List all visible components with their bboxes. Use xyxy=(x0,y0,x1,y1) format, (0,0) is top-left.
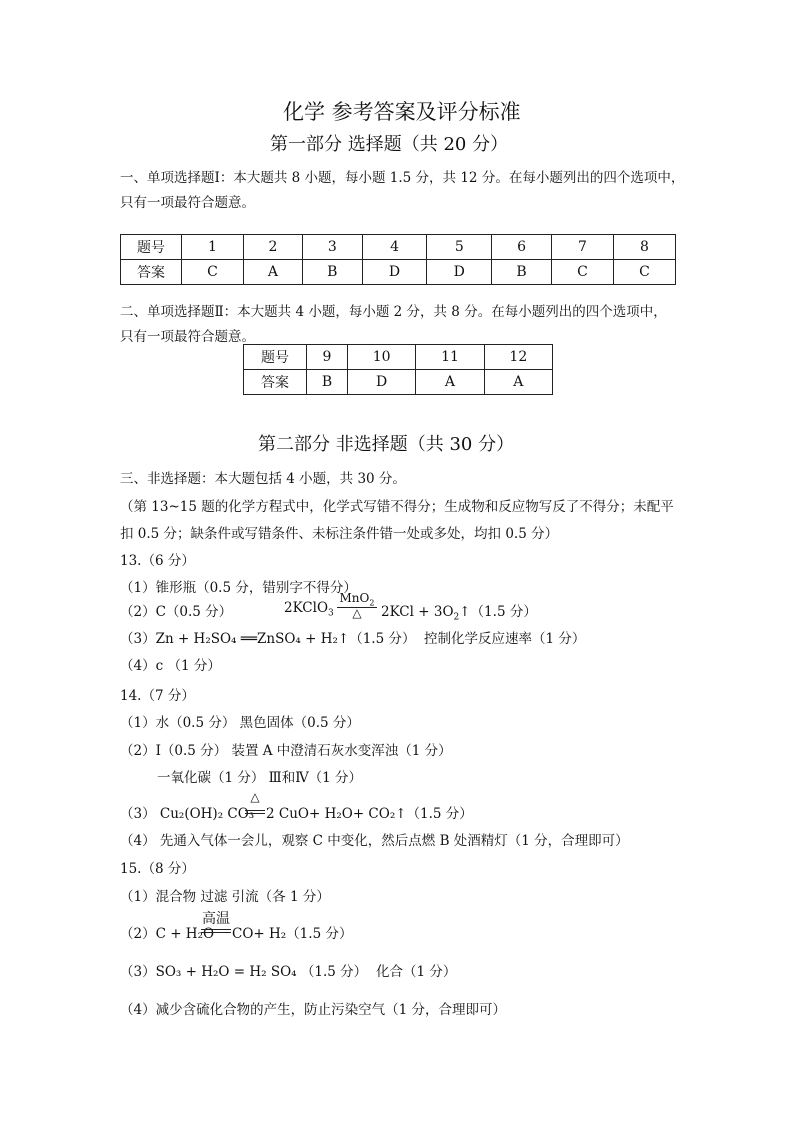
answer-cell: D xyxy=(427,260,492,285)
section1-instructions-line1: 一、单项选择题Ⅰ：本大题共 8 小题，每小题 1.5 分，共 12 分。在每小题列出的四个选项中， xyxy=(120,170,685,186)
answer-cell: B xyxy=(307,370,348,395)
answer-cell: C xyxy=(182,260,244,285)
equals-double-line xyxy=(245,810,265,814)
heat-symbol-icon: △ xyxy=(352,606,362,620)
doc-title: 化学 参考答案及评分标准 xyxy=(283,100,521,124)
q15-answer-3: （3）SO₃ + H₂O = H₂ SO₄ （1.5 分） xyxy=(120,964,368,980)
table-row-numbers xyxy=(121,235,676,260)
q13-answer-3-rate: 控制化学反应速率（1 分） xyxy=(424,631,586,647)
answer-cell: A xyxy=(416,370,484,395)
answer-cell: A xyxy=(484,370,552,395)
catalyst-subscript: 2 xyxy=(369,598,375,608)
part2-intro: 三、非选择题：本大题包括 4 小题，共 30 分。 xyxy=(120,471,406,487)
q13-answer-4: （4）c （1 分） xyxy=(120,658,221,674)
answer-cell: B xyxy=(492,260,552,285)
equation-reactant xyxy=(284,600,334,619)
question-number: 8 xyxy=(613,235,675,260)
section1-instructions-line2: 只有一项最符合题意。 xyxy=(120,195,255,211)
part2-note-line1: （第 13~15 题的化学方程式中，化学式写错不得分；生成物和反应物写反了不得分；未配平 xyxy=(120,499,674,515)
question-number: 2 xyxy=(244,235,303,260)
part2-title: 第二部分 非选择题（共 30 分） xyxy=(258,434,515,455)
question-number: 9 xyxy=(307,345,348,370)
section1-answer-table xyxy=(120,234,676,285)
equation-reactant: （2）C + H₂O xyxy=(120,926,215,942)
section2-instructions-line2: 只有一项最符合题意。 xyxy=(120,329,255,345)
equation-product xyxy=(381,600,537,623)
q15-heading: 15.（8 分） xyxy=(120,861,195,877)
answer-cell: D xyxy=(362,260,427,285)
q13-answer-2: （2）C（0.5 分） xyxy=(120,604,233,620)
q14-heading: 14.（7 分） xyxy=(120,688,195,704)
table-row-numbers xyxy=(244,345,553,370)
condition-catalyst xyxy=(336,591,378,607)
part1-title: 第一部分 选择题（共 20 分） xyxy=(270,134,509,155)
q14-answer-2b: 一氧化碳（1 分） Ⅲ和Ⅳ（1 分） xyxy=(157,770,363,786)
question-number: 12 xyxy=(484,345,552,370)
equation-reactant: （3） Cu₂(OH)₂ CO₃ xyxy=(120,806,255,822)
question-number: 10 xyxy=(348,345,416,370)
row-label-number: 题号 xyxy=(121,235,182,260)
answer-cell: A xyxy=(244,260,303,285)
q15-answer-1: （1）混合物 过滤 引流（各 1 分） xyxy=(120,889,330,905)
table-row-answers xyxy=(244,370,553,395)
q13-heading: 13.（6 分） xyxy=(120,553,195,569)
q14-answer-2: （2）Ⅰ（0.5 分） 装置 A 中澄清石灰水变浑浊（1 分） xyxy=(120,743,452,759)
equation-product: CO+ H₂（1.5 分） xyxy=(232,926,353,942)
question-number: 3 xyxy=(302,235,362,260)
question-number: 7 xyxy=(551,235,613,260)
row-label-answer: 答案 xyxy=(244,370,307,395)
equation-product: 2 CuO+ H₂O+ CO₂↑（1.5 分） xyxy=(266,806,473,822)
formula-subscript: 3 xyxy=(328,608,334,619)
formula-score: ↑（1.5 分） xyxy=(459,604,537,620)
question-number: 5 xyxy=(427,235,492,260)
row-label-number: 题号 xyxy=(244,345,307,370)
catalyst-text: MnO xyxy=(339,591,370,605)
answer-cell: D xyxy=(348,370,416,395)
table-row-answers xyxy=(121,260,676,285)
row-label-answer: 答案 xyxy=(121,260,182,285)
q15-answer-4: （4）减少含硫化合物的产生，防止污染空气（1 分，合理即可） xyxy=(120,1002,506,1018)
question-number: 6 xyxy=(492,235,552,260)
section2-instructions-line1: 二、单项选择题Ⅱ：本大题共 4 小题，每小题 2 分，共 8 分。在每小题列出的四个选项中， xyxy=(120,304,667,320)
formula-text: 2KClO xyxy=(284,600,329,616)
section2-answer-table xyxy=(243,344,553,395)
part2-note-line2: 扣 0.5 分；缺条件或写错条件、未标注条件错一处或多处，均扣 0.5 分） xyxy=(120,526,559,542)
question-number: 1 xyxy=(182,235,244,260)
question-number: 4 xyxy=(362,235,427,260)
q13-answer-1: （1）锥形瓶（0.5 分，错别字不得分） xyxy=(120,580,357,596)
answer-cell: C xyxy=(613,260,675,285)
q14-answer-4: （4） 先通入气体一会儿，观察 C 中变化，然后点燃 B 处酒精灯（1 分，合理即可） xyxy=(120,833,629,849)
equals-double-line xyxy=(201,929,231,933)
question-number: 11 xyxy=(416,345,484,370)
q13-answer-3-equation: （3）Zn + H₂SO₄ ══ZnSO₄ + H₂↑（1.5 分） xyxy=(120,631,416,647)
answer-cell: C xyxy=(551,260,613,285)
condition-high-temperature: 高温 xyxy=(202,911,230,927)
heat-symbol-icon: △ xyxy=(250,790,260,804)
q14-answer-1: （1）水（0.5 分） 黑色固体（0.5 分） xyxy=(120,715,360,731)
answer-cell: B xyxy=(302,260,362,285)
q15-answer-3-type: 化合（1 分） xyxy=(376,964,457,980)
formula-text: 2KCl + 3O xyxy=(381,604,454,620)
formula-subscript: 2 xyxy=(453,612,460,623)
